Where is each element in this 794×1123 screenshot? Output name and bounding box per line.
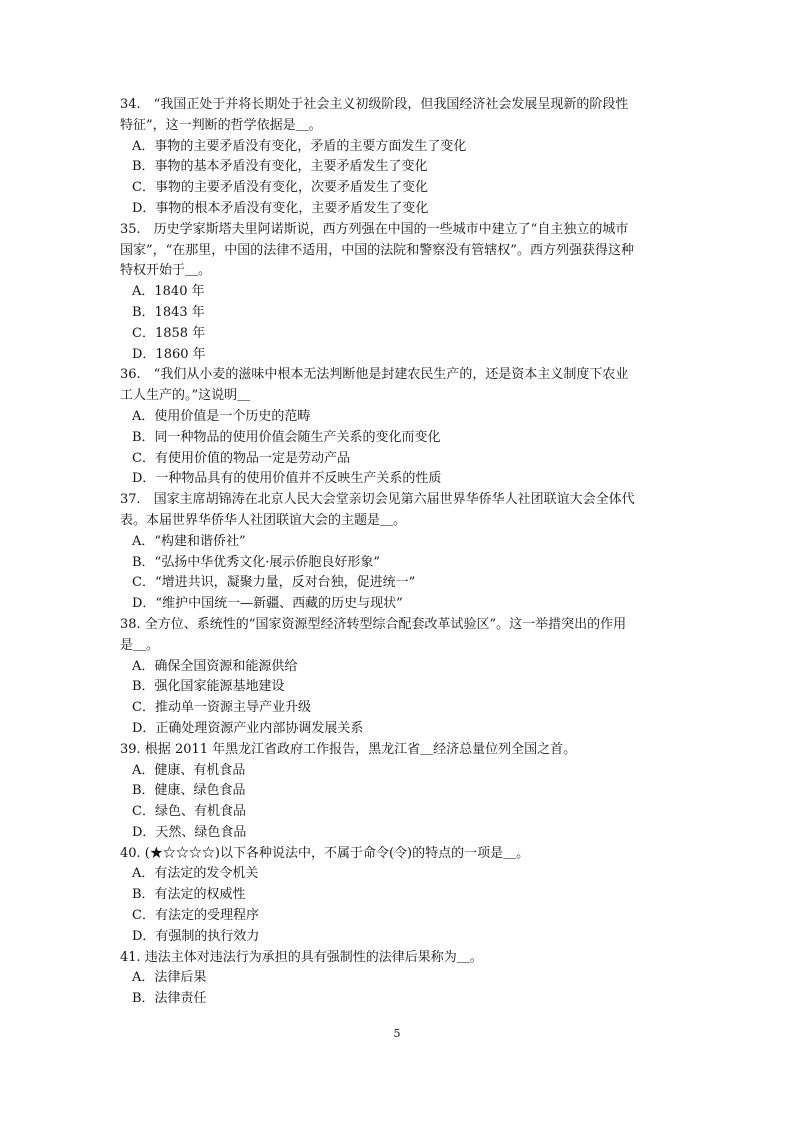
- question-text: 工人生产的。”这说明＿: [120, 388, 251, 404]
- option-d: D．事物的根本矛盾没有变化，主要矛盾发生了变化: [132, 200, 429, 216]
- option-c: C．1858 年: [132, 325, 206, 341]
- question-text: 40. (★☆☆☆☆)以下各种说法中，不属于命令(令)的特点的一项是＿。: [120, 845, 530, 861]
- option-a: A．事物的主要矛盾没有变化，矛盾的主要方面发生了变化: [132, 138, 467, 154]
- question-34: [120, 95, 680, 220]
- question-text: 39. 根据 2011 年黑龙江省政府工作报告，黑龙江省＿经济总量位列全国之首。: [120, 741, 577, 757]
- option-a: A．1840 年: [132, 284, 205, 300]
- question-text: 36. “我们从小麦的滋味中根本无法判断他是封建农民生产的，还是资本主义制度下农业: [120, 367, 629, 383]
- option-b: B．有法定的权威性: [132, 887, 246, 903]
- question-text: 特权开始于＿。: [120, 263, 212, 279]
- question-text: 特征”，这一判断的哲学依据是＿。: [120, 117, 322, 133]
- option-b: B．1843 年: [132, 304, 205, 320]
- question-text: 37. 国家主席胡锦涛在北京人民大会堂亲切会见第六届世界华侨华人社团联谊大会全体代: [120, 492, 635, 508]
- option-a: A．法律后果: [132, 970, 207, 986]
- option-a: A．“构建和谐侨社”: [132, 533, 246, 549]
- question-41: [120, 948, 680, 1010]
- question-35: [120, 220, 680, 366]
- question-38: [120, 615, 680, 740]
- page-number: 5: [393, 1027, 401, 1040]
- option-c: C．事物的主要矛盾没有变化，次要矛盾发生了变化: [132, 180, 428, 196]
- question-text: 38. 全方位、系统性的“国家资源型经济转型综合配套改革试验区”。这一举措突出的作用: [120, 616, 627, 632]
- option-d: D．“维护中国统一—新疆、西藏的历史与现状”: [132, 596, 403, 612]
- option-c: C．“增进共识，凝聚力量，反对台独，促进统一”: [132, 575, 416, 591]
- option-c: C．推动单一资源主导产业升级: [132, 700, 311, 716]
- question-list: [120, 95, 680, 1010]
- option-b: B．强化国家能源基地建设: [132, 679, 285, 695]
- option-c: C．有法定的受理程序: [132, 908, 259, 924]
- question-text: 34. “我国正处于并将长期处于社会主义初级阶段，但我国经济社会发展呈现新的阶段性: [120, 97, 629, 112]
- option-c: C．有使用价值的物品一定是劳动产品: [132, 450, 350, 466]
- option-c: C．绿色、有机食品: [132, 804, 246, 820]
- question-39: [120, 740, 680, 844]
- option-b: B．法律责任: [132, 991, 207, 1007]
- option-b: B．事物的基本矛盾没有变化，主要矛盾发生了变化: [132, 159, 428, 175]
- question-text: 35. 历史学家斯塔夫里阿诺斯说，西方列强在中国的一些城市中建立了“自主独立的城市: [120, 221, 629, 237]
- question-text: 表。本届世界华侨华人社团联谊大会的主题是＿。: [120, 512, 407, 528]
- option-a: A．健康、有机食品: [132, 762, 246, 778]
- option-d: D．一种物品具有的使用价值并不反映生产关系的性质: [132, 471, 442, 487]
- question-36: [120, 365, 680, 490]
- question-text: 41. 违法主体对违法行为承担的具有强制性的法律后果称为＿。: [120, 949, 483, 965]
- option-d: D．正确处理资源产业内部协调发展关系: [132, 720, 364, 736]
- question-text: 国家”，“在那里，中国的法律不适用，中国的法院和警察没有管辖权”。西方列强获得这种: [120, 242, 634, 258]
- question-text: 是＿。: [120, 637, 160, 653]
- question-37: [120, 490, 680, 615]
- option-b: B．健康、绿色食品: [132, 783, 246, 799]
- question-40: [120, 844, 680, 948]
- option-a: A．使用价值是一个历史的范畴: [132, 408, 311, 424]
- option-a: A．确保全国资源和能源供给: [132, 658, 298, 674]
- option-b: B．“弘扬中华优秀文化·展示侨胞良好形象”: [132, 554, 380, 570]
- option-a: A．有法定的发令机关: [132, 866, 259, 882]
- option-b: B．同一种物品的使用价值会随生产关系的变化而变化: [132, 429, 441, 445]
- option-d: D．天然、绿色食品: [132, 824, 247, 840]
- option-d: D．1860 年: [132, 346, 206, 362]
- option-d: D．有强制的执行效力: [132, 928, 260, 944]
